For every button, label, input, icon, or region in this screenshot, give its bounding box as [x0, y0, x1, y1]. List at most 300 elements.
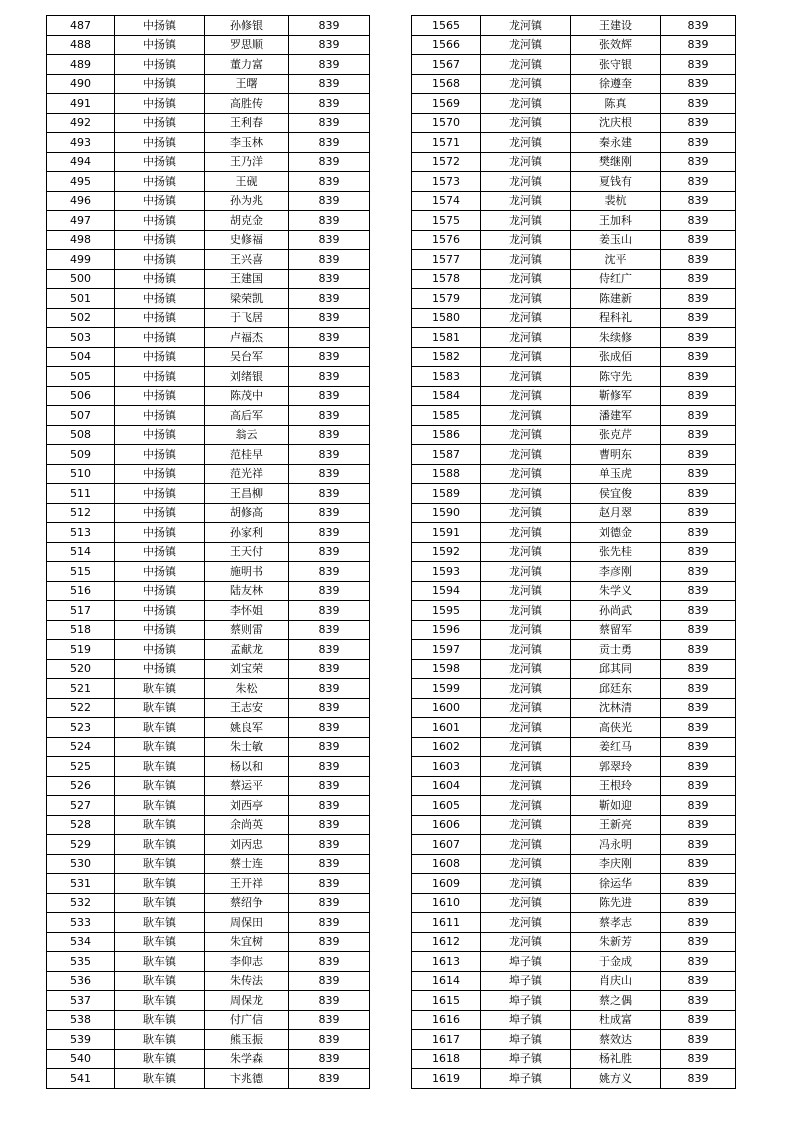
row-number-cell: 517: [47, 601, 115, 621]
town-cell: 龙河镇: [481, 367, 571, 387]
row-number-cell: 529: [47, 835, 115, 855]
table-row: [47, 718, 370, 738]
row-number-cell: 1579: [412, 289, 481, 309]
name-cell: 靳修军: [571, 386, 661, 406]
name-cell: 李玉林: [205, 133, 289, 153]
amount-cell: 839: [661, 952, 736, 972]
table-row: [47, 35, 370, 55]
table-row: [47, 854, 370, 874]
name-cell: 赵月翠: [571, 503, 661, 523]
amount-cell: 839: [289, 874, 370, 894]
name-cell: 潘建军: [571, 406, 661, 426]
row-number-cell: 538: [47, 1010, 115, 1030]
town-cell: 龙河镇: [481, 406, 571, 426]
row-number-cell: 518: [47, 620, 115, 640]
row-number-cell: 1577: [412, 250, 481, 270]
town-cell: 埠子镇: [481, 991, 571, 1011]
name-cell: 沈林清: [571, 698, 661, 718]
name-cell: 曹明东: [571, 445, 661, 465]
amount-cell: 839: [661, 932, 736, 952]
amount-cell: 839: [661, 874, 736, 894]
row-number-cell: 499: [47, 250, 115, 270]
amount-cell: 839: [289, 952, 370, 972]
amount-cell: 839: [289, 581, 370, 601]
town-cell: 中扬镇: [115, 152, 205, 172]
town-cell: 耿车镇: [115, 991, 205, 1011]
town-cell: 中扬镇: [115, 523, 205, 543]
name-cell: 程科礼: [571, 308, 661, 328]
row-number-cell: 1605: [412, 796, 481, 816]
table-row: [412, 718, 736, 738]
row-number-cell: 1568: [412, 74, 481, 94]
amount-cell: 839: [661, 796, 736, 816]
row-number-cell: 1608: [412, 854, 481, 874]
amount-cell: 839: [289, 503, 370, 523]
name-cell: 杨以和: [205, 757, 289, 777]
name-cell: 朱松: [205, 679, 289, 699]
name-cell: 董力富: [205, 55, 289, 75]
town-cell: 龙河镇: [481, 16, 571, 36]
amount-cell: 839: [661, 289, 736, 309]
row-number-cell: 1566: [412, 35, 481, 55]
table-row: [47, 796, 370, 816]
town-cell: 龙河镇: [481, 893, 571, 913]
row-number-cell: 1610: [412, 893, 481, 913]
table-row: [412, 952, 736, 972]
row-number-cell: 540: [47, 1049, 115, 1069]
row-number-cell: 1588: [412, 464, 481, 484]
town-cell: 龙河镇: [481, 133, 571, 153]
row-number-cell: 506: [47, 386, 115, 406]
amount-cell: 839: [661, 328, 736, 348]
town-cell: 中扬镇: [115, 74, 205, 94]
town-cell: 中扬镇: [115, 35, 205, 55]
name-cell: 贡士勇: [571, 640, 661, 660]
table-row: [412, 347, 736, 367]
town-cell: 耿车镇: [115, 757, 205, 777]
row-number-cell: 536: [47, 971, 115, 991]
right-table-body: [412, 16, 736, 1089]
amount-cell: 839: [289, 854, 370, 874]
table-row: [47, 640, 370, 660]
name-cell: 王砚: [205, 172, 289, 192]
row-number-cell: 501: [47, 289, 115, 309]
row-number-cell: 1602: [412, 737, 481, 757]
name-cell: 陈先进: [571, 893, 661, 913]
town-cell: 龙河镇: [481, 503, 571, 523]
amount-cell: 839: [289, 757, 370, 777]
row-number-cell: 535: [47, 952, 115, 972]
town-cell: 龙河镇: [481, 484, 571, 504]
town-cell: 中扬镇: [115, 659, 205, 679]
row-number-cell: 507: [47, 406, 115, 426]
row-number-cell: 1565: [412, 16, 481, 36]
table-row: [47, 679, 370, 699]
row-number-cell: 1575: [412, 211, 481, 231]
row-number-cell: 1617: [412, 1030, 481, 1050]
name-cell: 王兴喜: [205, 250, 289, 270]
town-cell: 龙河镇: [481, 679, 571, 699]
town-cell: 龙河镇: [481, 211, 571, 231]
table-row: [47, 659, 370, 679]
row-number-cell: 1584: [412, 386, 481, 406]
row-number-cell: 541: [47, 1069, 115, 1089]
town-cell: 龙河镇: [481, 523, 571, 543]
row-number-cell: 1570: [412, 113, 481, 133]
town-cell: 中扬镇: [115, 55, 205, 75]
row-number-cell: 1609: [412, 874, 481, 894]
amount-cell: 839: [661, 269, 736, 289]
amount-cell: 839: [661, 406, 736, 426]
table-row: [47, 367, 370, 387]
name-cell: 蔡之偶: [571, 991, 661, 1011]
town-cell: 耿车镇: [115, 1010, 205, 1030]
table-row: [47, 55, 370, 75]
row-number-cell: 522: [47, 698, 115, 718]
amount-cell: 839: [289, 55, 370, 75]
row-number-cell: 1591: [412, 523, 481, 543]
name-cell: 王加科: [571, 211, 661, 231]
amount-cell: 839: [661, 113, 736, 133]
table-row: [412, 484, 736, 504]
row-number-cell: 533: [47, 913, 115, 933]
row-number-cell: 500: [47, 269, 115, 289]
table-row: [412, 425, 736, 445]
table-row: [47, 386, 370, 406]
table-row: [47, 581, 370, 601]
town-cell: 中扬镇: [115, 640, 205, 660]
amount-cell: 839: [289, 406, 370, 426]
name-cell: 王建国: [205, 269, 289, 289]
town-cell: 中扬镇: [115, 250, 205, 270]
town-cell: 龙河镇: [481, 581, 571, 601]
row-number-cell: 1589: [412, 484, 481, 504]
name-cell: 肖庆山: [571, 971, 661, 991]
row-number-cell: 1567: [412, 55, 481, 75]
table-row: [47, 445, 370, 465]
amount-cell: 839: [289, 113, 370, 133]
amount-cell: 839: [661, 367, 736, 387]
town-cell: 龙河镇: [481, 74, 571, 94]
row-number-cell: 504: [47, 347, 115, 367]
name-cell: 樊继刚: [571, 152, 661, 172]
table-row: [412, 250, 736, 270]
name-cell: 卞兆德: [205, 1069, 289, 1089]
amount-cell: 839: [289, 620, 370, 640]
amount-cell: 839: [289, 835, 370, 855]
town-cell: 中扬镇: [115, 211, 205, 231]
table-row: [412, 815, 736, 835]
row-number-cell: 1571: [412, 133, 481, 153]
amount-cell: 839: [661, 484, 736, 504]
amount-cell: 839: [661, 893, 736, 913]
amount-cell: 839: [289, 601, 370, 621]
name-cell: 秦永建: [571, 133, 661, 153]
town-cell: 龙河镇: [481, 932, 571, 952]
table-row: [47, 16, 370, 36]
town-cell: 龙河镇: [481, 94, 571, 114]
name-cell: 李彦刚: [571, 562, 661, 582]
table-row: [47, 250, 370, 270]
town-cell: 中扬镇: [115, 289, 205, 309]
table-row: [47, 971, 370, 991]
table-row: [47, 94, 370, 114]
amount-cell: 839: [661, 445, 736, 465]
table-row: [412, 835, 736, 855]
table-row: [412, 503, 736, 523]
amount-cell: 839: [289, 796, 370, 816]
row-number-cell: 515: [47, 562, 115, 582]
row-number-cell: 1593: [412, 562, 481, 582]
row-number-cell: 1580: [412, 308, 481, 328]
table-row: [412, 698, 736, 718]
amount-cell: 839: [661, 172, 736, 192]
name-cell: 王志安: [205, 698, 289, 718]
row-number-cell: 516: [47, 581, 115, 601]
name-cell: 余尚英: [205, 815, 289, 835]
name-cell: 高胜传: [205, 94, 289, 114]
row-number-cell: 1618: [412, 1049, 481, 1069]
table-row: [412, 757, 736, 777]
table-row: [412, 523, 736, 543]
name-cell: 孟献龙: [205, 640, 289, 660]
row-number-cell: 487: [47, 16, 115, 36]
name-cell: 侯宜俊: [571, 484, 661, 504]
name-cell: 孙尚武: [571, 601, 661, 621]
town-cell: 龙河镇: [481, 874, 571, 894]
table-row: [412, 269, 736, 289]
table-row: [412, 1069, 736, 1089]
name-cell: 卢福杰: [205, 328, 289, 348]
name-cell: 周保龙: [205, 991, 289, 1011]
table-row: [47, 893, 370, 913]
row-number-cell: 1592: [412, 542, 481, 562]
name-cell: 靳如迎: [571, 796, 661, 816]
name-cell: 熊玉振: [205, 1030, 289, 1050]
name-cell: 陆友林: [205, 581, 289, 601]
town-cell: 耿车镇: [115, 679, 205, 699]
amount-cell: 839: [289, 679, 370, 699]
amount-cell: 839: [289, 133, 370, 153]
table-row: [47, 932, 370, 952]
table-row: [412, 191, 736, 211]
name-cell: 蔡绍争: [205, 893, 289, 913]
table-row: [412, 601, 736, 621]
name-cell: 陈真: [571, 94, 661, 114]
name-cell: 王根玲: [571, 776, 661, 796]
amount-cell: 839: [661, 503, 736, 523]
town-cell: 耿车镇: [115, 971, 205, 991]
town-cell: 龙河镇: [481, 55, 571, 75]
row-number-cell: 1578: [412, 269, 481, 289]
row-number-cell: 1603: [412, 757, 481, 777]
table-row: [47, 172, 370, 192]
name-cell: 朱续修: [571, 328, 661, 348]
amount-cell: 839: [661, 581, 736, 601]
amount-cell: 839: [289, 74, 370, 94]
amount-cell: 839: [661, 1069, 736, 1089]
name-cell: 单玉虎: [571, 464, 661, 484]
table-row: [47, 542, 370, 562]
table-row: [412, 679, 736, 699]
name-cell: 罗思顺: [205, 35, 289, 55]
amount-cell: 839: [661, 854, 736, 874]
town-cell: 中扬镇: [115, 172, 205, 192]
table-row: [412, 874, 736, 894]
name-cell: 李仰志: [205, 952, 289, 972]
table-row: [412, 445, 736, 465]
row-number-cell: 521: [47, 679, 115, 699]
amount-cell: 839: [661, 620, 736, 640]
amount-cell: 839: [289, 640, 370, 660]
row-number-cell: 512: [47, 503, 115, 523]
row-number-cell: 491: [47, 94, 115, 114]
row-number-cell: 1607: [412, 835, 481, 855]
amount-cell: 839: [661, 679, 736, 699]
name-cell: 刘宝荣: [205, 659, 289, 679]
amount-cell: 839: [289, 698, 370, 718]
town-cell: 埠子镇: [481, 1030, 571, 1050]
amount-cell: 839: [661, 601, 736, 621]
name-cell: 朱士敏: [205, 737, 289, 757]
name-cell: 周保田: [205, 913, 289, 933]
amount-cell: 839: [289, 1049, 370, 1069]
amount-cell: 839: [661, 562, 736, 582]
name-cell: 范光祥: [205, 464, 289, 484]
table-row: [412, 893, 736, 913]
name-cell: 徐运华: [571, 874, 661, 894]
name-cell: 侍红广: [571, 269, 661, 289]
amount-cell: 839: [289, 386, 370, 406]
name-cell: 沈庆根: [571, 113, 661, 133]
name-cell: 陈守先: [571, 367, 661, 387]
table-row: [47, 776, 370, 796]
name-cell: 朱学义: [571, 581, 661, 601]
town-cell: 中扬镇: [115, 464, 205, 484]
table-row: [47, 503, 370, 523]
name-cell: 王开祥: [205, 874, 289, 894]
name-cell: 王新亮: [571, 815, 661, 835]
amount-cell: 839: [289, 464, 370, 484]
row-number-cell: 528: [47, 815, 115, 835]
row-number-cell: 1597: [412, 640, 481, 660]
amount-cell: 839: [289, 211, 370, 231]
row-number-cell: 527: [47, 796, 115, 816]
amount-cell: 839: [661, 1049, 736, 1069]
amount-cell: 839: [289, 542, 370, 562]
row-number-cell: 1583: [412, 367, 481, 387]
amount-cell: 839: [661, 698, 736, 718]
name-cell: 梁荣凯: [205, 289, 289, 309]
table-row: [47, 484, 370, 504]
name-cell: 高后军: [205, 406, 289, 426]
town-cell: 龙河镇: [481, 289, 571, 309]
amount-cell: 839: [661, 230, 736, 250]
town-cell: 龙河镇: [481, 347, 571, 367]
table-row: [412, 913, 736, 933]
row-number-cell: 514: [47, 542, 115, 562]
town-cell: 耿车镇: [115, 1030, 205, 1050]
amount-cell: 839: [661, 737, 736, 757]
table-row: [47, 737, 370, 757]
town-cell: 龙河镇: [481, 425, 571, 445]
town-cell: 龙河镇: [481, 562, 571, 582]
name-cell: 姚良军: [205, 718, 289, 738]
name-cell: 高侠光: [571, 718, 661, 738]
table-row: [47, 601, 370, 621]
table-row: [412, 55, 736, 75]
row-number-cell: 513: [47, 523, 115, 543]
amount-cell: 839: [661, 94, 736, 114]
town-cell: 埠子镇: [481, 1069, 571, 1089]
name-cell: 朱传法: [205, 971, 289, 991]
town-cell: 龙河镇: [481, 250, 571, 270]
town-cell: 龙河镇: [481, 776, 571, 796]
amount-cell: 839: [289, 815, 370, 835]
amount-cell: 839: [661, 191, 736, 211]
amount-cell: 839: [661, 308, 736, 328]
amount-cell: 839: [289, 484, 370, 504]
town-cell: 中扬镇: [115, 269, 205, 289]
table-row: [412, 74, 736, 94]
table-row: [412, 386, 736, 406]
table-row: [412, 737, 736, 757]
row-number-cell: 490: [47, 74, 115, 94]
amount-cell: 839: [661, 74, 736, 94]
town-cell: 龙河镇: [481, 230, 571, 250]
name-cell: 范桂早: [205, 445, 289, 465]
table-row: [47, 757, 370, 777]
town-cell: 耿车镇: [115, 698, 205, 718]
name-cell: 裴杭: [571, 191, 661, 211]
table-row: [412, 581, 736, 601]
row-number-cell: 1598: [412, 659, 481, 679]
amount-cell: 839: [661, 991, 736, 1011]
table-row: [47, 874, 370, 894]
table-row: [47, 308, 370, 328]
row-number-cell: 1585: [412, 406, 481, 426]
table-row: [412, 971, 736, 991]
amount-cell: 839: [661, 971, 736, 991]
name-cell: 张守银: [571, 55, 661, 75]
name-cell: 姜红马: [571, 737, 661, 757]
name-cell: 胡克金: [205, 211, 289, 231]
town-cell: 龙河镇: [481, 308, 571, 328]
name-cell: 郭翠玲: [571, 757, 661, 777]
town-cell: 龙河镇: [481, 835, 571, 855]
name-cell: 张克芹: [571, 425, 661, 445]
table-row: [412, 152, 736, 172]
table-row: [412, 230, 736, 250]
row-number-cell: 1574: [412, 191, 481, 211]
name-cell: 王乃洋: [205, 152, 289, 172]
town-cell: 耿车镇: [115, 913, 205, 933]
row-number-cell: 494: [47, 152, 115, 172]
amount-cell: 839: [289, 35, 370, 55]
town-cell: 中扬镇: [115, 16, 205, 36]
town-cell: 龙河镇: [481, 640, 571, 660]
name-cell: 张效辉: [571, 35, 661, 55]
town-cell: 龙河镇: [481, 815, 571, 835]
name-cell: 付广信: [205, 1010, 289, 1030]
amount-cell: 839: [289, 250, 370, 270]
amount-cell: 839: [289, 16, 370, 36]
name-cell: 李怀姐: [205, 601, 289, 621]
name-cell: 王天付: [205, 542, 289, 562]
town-cell: 中扬镇: [115, 542, 205, 562]
name-cell: 朱新芳: [571, 932, 661, 952]
row-number-cell: 1590: [412, 503, 481, 523]
